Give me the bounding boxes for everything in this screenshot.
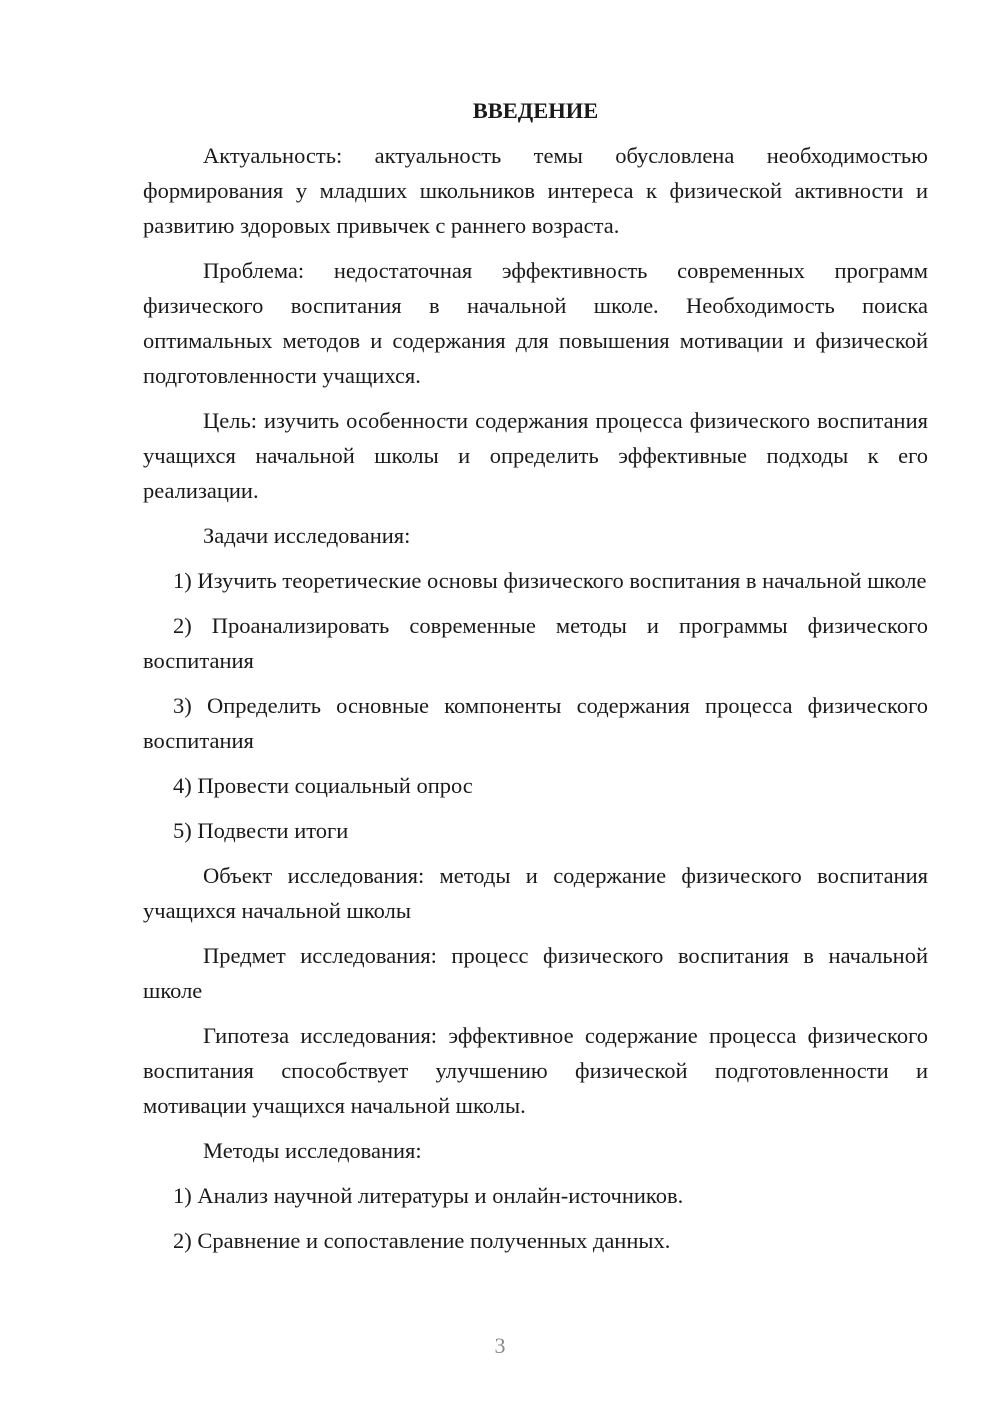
goal-paragraph: Цель: изучить особенности содержания процесса физического воспитания учащихся начальной школы и определить эффективные подходы к его реализации. (143, 408, 928, 503)
object-paragraph: Объект исследования: методы и содержание физического воспитания учащихся начальной школы (143, 863, 928, 923)
tasks-heading: Задачи исследования: (203, 523, 411, 548)
page-heading: ВВЕДЕНИЕ (472, 98, 599, 123)
relevance-paragraph: Актуальность: актуальность темы обусловлена необходимостью формирования у младших школьников интереса к физической активности и развитию здоровых привычек с раннего возраста. (143, 143, 928, 238)
task-item-2: 2) Проанализировать современные методы и программы физического воспитания (143, 613, 928, 673)
method-item-2: 2) Сравнение и сопоставление полученных данных. (173, 1228, 671, 1253)
method-item-1: 1) Анализ научной литературы и онлайн-источников. (173, 1183, 684, 1208)
hypothesis-paragraph: Гипотеза исследования: эффективное содержание процесса физического воспитания способствует улучшению физической подготовленности и мотивации учащихся начальной школы. (143, 1023, 928, 1118)
problem-paragraph: Проблема: недостаточная эффективность современных программ физического воспитания в начальной школе. Необходимость поиска оптимальных методов и содержания для повышения мотивации и физической подготовленности учащихся. (143, 258, 928, 388)
subject-paragraph: Предмет исследования: процесс физического воспитания в начальной школе (143, 943, 928, 1003)
task-item-3: 3) Определить основные компоненты содержания процесса физического воспитания (143, 693, 928, 753)
page-content (143, 96, 928, 1268)
methods-heading: Методы исследования: (203, 1138, 422, 1163)
task-item-1: 1) Изучить теоретические основы физического воспитания в начальной школе (173, 568, 927, 593)
task-item-4: 4) Провести социальный опрос (173, 773, 473, 798)
page-number: 3 (494, 1333, 506, 1358)
task-item-5: 5) Подвести итоги (173, 818, 349, 843)
